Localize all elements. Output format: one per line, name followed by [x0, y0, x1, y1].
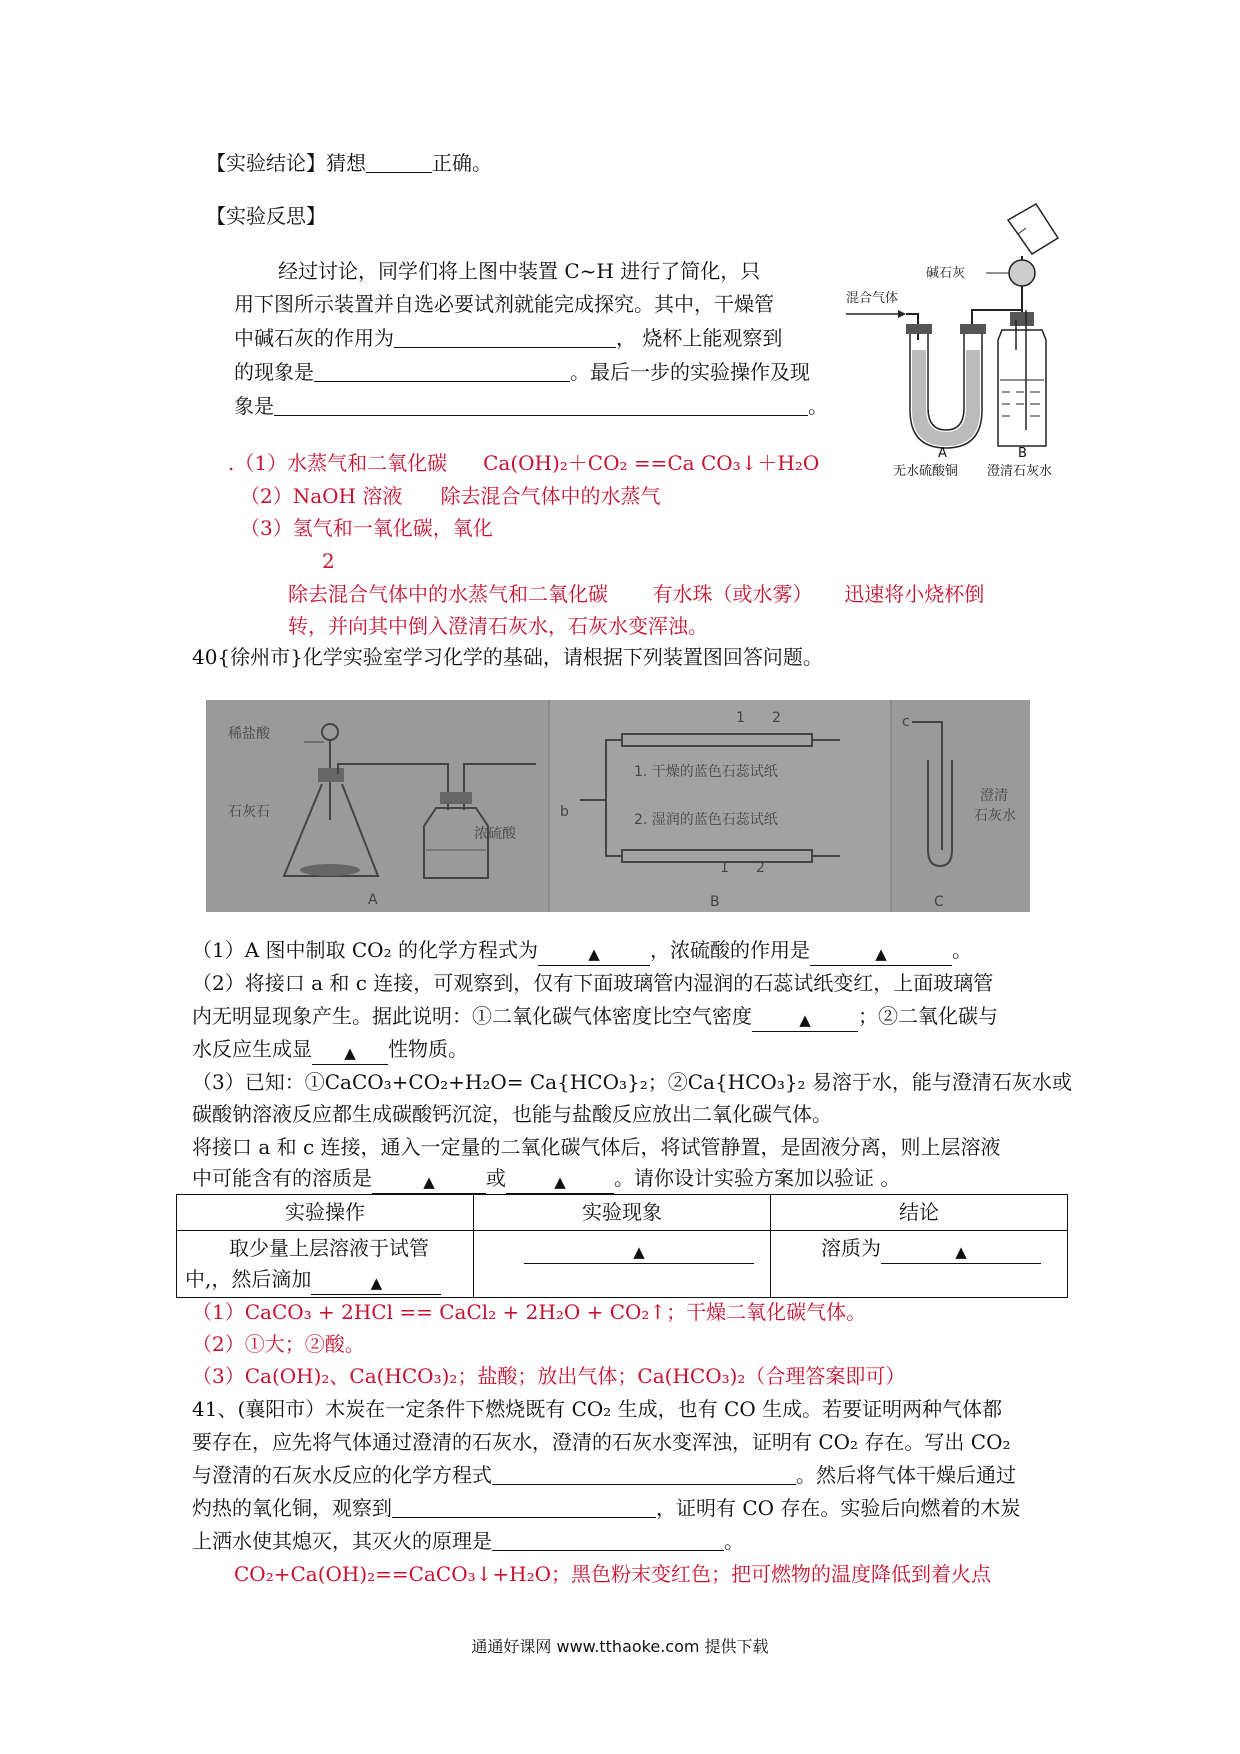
apparatus-figure	[846, 200, 1066, 460]
q40-line-2: （2）将接口 a 和 c 连接，可观察到，仅有下面玻璃管内湿润的石蕊试纸变红，上面玻璃管	[192, 971, 994, 995]
blank	[366, 150, 432, 173]
cell-conclusion: 溶质为 ▲	[771, 1231, 1068, 1298]
blank	[394, 325, 616, 348]
svg-text:稀盐酸: 稀盐酸	[228, 726, 270, 742]
blank	[274, 393, 808, 416]
answer-3: （3）氢气和一氧化碳，氧化	[240, 516, 493, 540]
page-footer: 通通好课网 www.tthaoke.com 提供下载	[471, 1637, 769, 1656]
table-row	[177, 1231, 1068, 1298]
fig1-label-limewater: 澄清石灰水	[987, 464, 1053, 479]
reflection-paragraph: 经过讨论，同学们将上图中装置 C~H 进行了简化，只	[278, 259, 761, 283]
svg-text:澄清: 澄清	[980, 788, 1008, 804]
q40-line-5: （3）已知：①CaCO₃+CO₂+H₂O= Ca{HCO₃}₂；②Ca{HCO₃}₂ 易溶于水，能与澄清石灰水或	[192, 1070, 1072, 1094]
reflection-line-2: 用下图所示装置并自选必要试剂就能完成探究。其中，干燥管	[234, 292, 774, 316]
panel-C	[892, 700, 1030, 912]
glass-tube-icon	[580, 734, 840, 862]
q40-line-7: 将接口 a 和 c 连接，通入一定量的二氧化碳气体后，将试管静置，是固液分离，则上层溶液	[192, 1135, 1001, 1159]
svg-text:1: 1	[720, 860, 729, 876]
svg-text:B: B	[710, 894, 720, 910]
q40-answer-3: （3）Ca(OH)₂、Ca(HCO₃)₂；盐酸；放出气体；Ca(HCO₃)₂（合理答案即可）	[192, 1364, 906, 1388]
q40-answer-1: （1）CaCO₃ + 2HCl == CaCl₂ + 2H₂O + CO₂↑；干燥二氧化碳气体。	[192, 1300, 867, 1324]
conclusion-line: 【实验结论】猜想 正确。	[206, 151, 492, 175]
svg-text:2: 2	[756, 860, 765, 876]
svg-text:石灰石: 石灰石	[228, 804, 270, 820]
header-operation: 实验操作	[177, 1195, 474, 1231]
reflection-heading: 【实验反思】	[206, 204, 326, 228]
test-tube-icon	[912, 722, 952, 866]
q40-line-3: 内无明显现象产生。据此说明：①二氧化碳气体密度比空气密度 ▲ ；②二氧化碳与	[192, 1000, 998, 1033]
q40-answer-2: （2）①大；②酸。	[192, 1332, 365, 1356]
blank: ▲	[311, 1270, 441, 1295]
label-soda-lime: 碱石灰	[926, 266, 966, 281]
blank	[314, 359, 570, 382]
blank: ▲	[312, 1040, 388, 1065]
bottle-icon	[998, 310, 1046, 446]
answer-1: .（1）水蒸气和二氧化碳 Ca(OH)₂＋CO₂ ==Ca CO₃↓＋H₂O	[228, 451, 820, 475]
blank: ▲	[752, 1007, 858, 1032]
svg-text:c: c	[902, 714, 910, 730]
q41-line-5: 上洒水使其熄灭，其灭火的原理是 。	[192, 1529, 744, 1553]
svg-text:2. 湿润的蓝色石蕊试纸: 2. 湿润的蓝色石蕊试纸	[634, 812, 778, 828]
drying-tube-icon	[986, 256, 1035, 310]
inverted-beaker-icon	[1008, 204, 1058, 254]
table-header-row	[177, 1195, 1068, 1231]
reflection-line-4: 的现象是 。最后一步的实验操作及现	[234, 360, 810, 384]
q41-line-3: 与澄清的石灰水反应的化学方程式 。然后将气体干燥后通过	[192, 1463, 1016, 1487]
svg-text:石灰水: 石灰水	[974, 808, 1016, 824]
u-tube-icon	[906, 324, 986, 448]
fig1-label-B: B	[1018, 446, 1027, 461]
svg-text:1: 1	[736, 710, 745, 726]
q41-answer: CO₂+Ca(OH)₂==CaCO₃↓+H₂O；黑色粉末变红色；把可燃物的温度降低到着火点	[234, 1562, 991, 1586]
q40-line-6: 碳酸钠溶液反应都生成碳酸钙沉淀，也能与盐酸反应放出二氧化碳气体。	[192, 1102, 832, 1126]
svg-text:2: 2	[772, 710, 781, 726]
svg-text:A: A	[368, 892, 378, 908]
q41-line-4: 灼热的氧化铜，观察到 ，证明有 CO 存在。实验后向燃着的木炭	[192, 1496, 1021, 1520]
answer-3-num: 2	[322, 549, 335, 573]
blank	[392, 1495, 656, 1518]
blank: ▲	[524, 1239, 754, 1264]
q41-line-1: 41、(襄阳市）木炭在一定条件下燃烧既有 CO₂ 生成，也有 CO 生成。若要证明两种气体都	[192, 1397, 1003, 1421]
blank: ▲	[538, 941, 650, 966]
blank	[492, 1462, 796, 1485]
fig1-label-A: A	[938, 446, 947, 461]
fig1-label-anhydrous: 无水硫酸铜	[893, 464, 959, 479]
cell-phenomenon	[474, 1231, 771, 1298]
panel-A	[206, 700, 548, 912]
conical-flask-icon	[284, 724, 378, 876]
q40-figure	[206, 700, 1030, 912]
blank: ▲	[881, 1239, 1041, 1264]
svg-text:b: b	[560, 804, 569, 820]
answer-5: 转，并向其中倒入澄清石灰水，石灰水变浑浊。	[288, 614, 708, 638]
answer-2: （2）NaOH 溶液 除去混合气体中的水蒸气	[240, 484, 661, 508]
panel-B	[550, 700, 890, 912]
reflection-line-5: 象是 。	[234, 394, 828, 418]
experiment-table	[176, 1194, 1068, 1298]
q40-line-1: （1）A 图中制取 CO₂ 的化学方程式为 ▲ ，浓硫酸的作用是 ▲ 。	[192, 934, 972, 967]
blank: ▲	[372, 1169, 486, 1194]
answer-4: 除去混合气体中的水蒸气和二氧化碳 有水珠（或水雾） 迅速将小烧杯倒	[288, 582, 985, 606]
svg-text:浓硫酸: 浓硫酸	[474, 826, 516, 842]
q41-line-2: 要存在，应先将气体通过澄清的石灰水，澄清的石灰水变浑浊，证明有 CO₂ 存在。写出 CO₂	[192, 1430, 1011, 1454]
svg-text:C: C	[934, 894, 944, 910]
blank: ▲	[506, 1169, 614, 1194]
q40-line-8: 中可能含有的溶质是 ▲ 或 ▲ 。请你设计实验方案加以验证 。	[192, 1162, 900, 1195]
blank: ▲	[810, 941, 952, 966]
header-phenomenon: 实验现象	[474, 1195, 771, 1231]
cell-operation: 取少量上层溶液于试管 中,，然后滴加 ▲	[177, 1231, 474, 1298]
q40-title: 40{徐州市}化学实验室学习化学的基础，请根据下列装置图回答问题。	[192, 645, 823, 669]
svg-text:1. 干燥的蓝色石蕊试纸: 1. 干燥的蓝色石蕊试纸	[634, 764, 778, 780]
blank	[492, 1528, 724, 1551]
label-mixed-gas: 混合气体	[846, 291, 899, 306]
reflection-line-3: 中碱石灰的作用为 ， 烧杯上能观察到	[234, 326, 783, 350]
header-conclusion: 结论	[771, 1195, 1068, 1231]
q40-line-4: 水反应生成显 ▲ 性物质。	[192, 1033, 468, 1066]
